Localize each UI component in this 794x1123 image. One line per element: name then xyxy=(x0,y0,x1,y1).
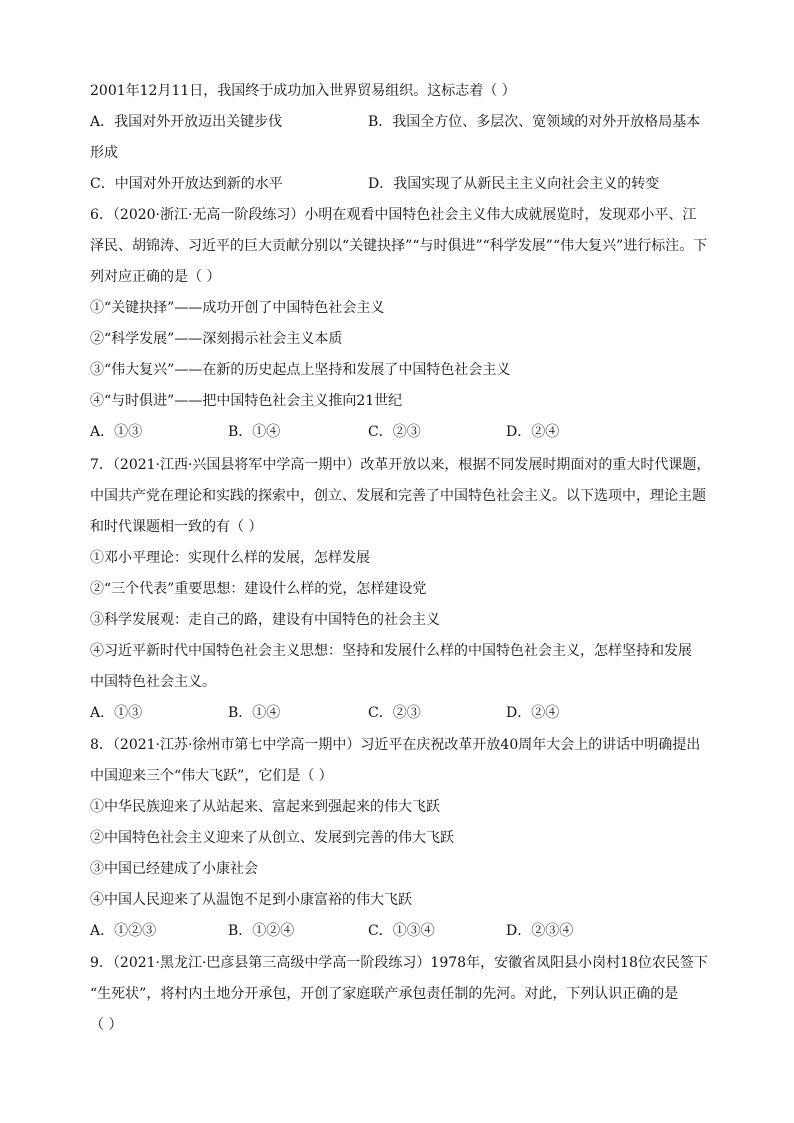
q6-stem-line2: 泽民、胡锦涛、习近平的巨大贡献分别以“关键抉择”“与时俱进”“科学发展”“伟大复兴”进行标注。下 xyxy=(90,238,708,254)
q8-option-d: D．②③④ xyxy=(506,923,574,939)
q7-item-4: ④习近平新时代中国特色社会主义思想：坚持和发展什么样的中国特色社会主义，怎样坚持和发展 xyxy=(90,643,692,659)
q7-item-2: ②“三个代表”重要思想：建设什么样的党，怎样建设党 xyxy=(90,581,427,597)
q7-item-4-cont: 中国特色社会主义。 xyxy=(90,674,216,690)
q8-item-2: ②中国特色社会主义迎来了从创立、发展到完善的伟大飞跃 xyxy=(90,830,454,846)
q7-stem-line1: 7．（2021·江西·兴国县将军中学高一期中）改革开放以来，根据不同发展时期面对的重大时代课题， xyxy=(90,457,711,473)
q5-stem: 2001年12月11日，我国终于成功加入世界贸易组织。这标志着（ ） xyxy=(90,83,516,99)
q7-item-1: ①邓小平理论：实现什么样的发展，怎样发展 xyxy=(90,550,370,566)
q9-stem-line1: 9．（2021·黑龙江·巴彦县第三高级中学高一阶段练习）1978年，安徽省凤阳县小岗村18位农民签下 xyxy=(90,955,708,971)
q9-stem-line2: “生死状”，将村内土地分开承包，开创了家庭联产承包责任制的先河。对此，下列认识正确的是 xyxy=(90,986,679,1002)
q6-item-1: ①“关键抉择”——成功开创了中国特色社会主义 xyxy=(90,300,385,316)
q8-item-4: ④中国人民迎来了从温饱不足到小康富裕的伟大飞跃 xyxy=(90,892,412,908)
q5-option-b-cont: 形成 xyxy=(90,145,118,161)
q6-stem-line3: 列对应正确的是（ ） xyxy=(90,269,221,285)
q8-stem-line2: 中国迎来三个“伟大飞跃”，它们是（ ） xyxy=(90,768,333,784)
q8-option-a: A．①②③ xyxy=(90,923,157,939)
q7-option-d: D．②④ xyxy=(506,705,560,721)
q5-option-d: D．我国实现了从新民主主义向社会主义的转变 xyxy=(368,176,660,192)
q8-item-1: ①中华民族迎来了从站起来、富起来到强起来的伟大飞跃 xyxy=(90,799,440,815)
q6-item-2: ②“科学发展”——深刻揭示社会主义本质 xyxy=(90,331,343,347)
q6-item-4: ④“与时俱进”——把中国特色社会主义推向21世纪 xyxy=(90,393,403,409)
q6-stem-line1: 6．（2020·浙江·无高一阶段练习）小明在观看中国特色社会主义伟大成就展览时，发现邓小平、江 xyxy=(90,207,697,223)
q7-stem-line2: 中国共产党在理论和实践的探索中，创立、发展和完善了中国特色社会主义。以下选项中，理论主题 xyxy=(90,488,706,504)
q8-stem-line1: 8．（2021·江苏·徐州市第七中学高一期中）习近平在庆祝改革开放40周年大会上的讲话中明确提出 xyxy=(90,737,701,753)
q6-option-d: D．②④ xyxy=(506,424,560,440)
q5-option-c: C．中国对外开放达到新的水平 xyxy=(90,176,283,192)
q7-stem-line3: 和时代课题相一致的有（ ） xyxy=(90,519,263,535)
q7-option-a: A．①③ xyxy=(90,705,143,721)
q7-option-b: B．①④ xyxy=(228,705,281,721)
q5-option-a: A．我国对外开放迈出关键步伐 xyxy=(90,114,283,130)
q6-item-3: ③“伟大复兴”——在新的历史起点上坚持和发展了中国特色社会主义 xyxy=(90,362,511,378)
q9-stem-line3: （ ） xyxy=(90,1017,123,1033)
q5-option-b: B．我国全方位、多层次、宽领域的对外开放格局基本 xyxy=(368,114,701,130)
q6-option-a: A．①③ xyxy=(90,424,143,440)
q7-item-3: ③科学发展观：走自己的路，建设有中国特色的社会主义 xyxy=(90,612,440,628)
q7-option-c: C．②③ xyxy=(368,705,421,721)
q6-option-c: C．②③ xyxy=(368,424,421,440)
q8-option-b: B．①②④ xyxy=(228,923,295,939)
q6-option-b: B．①④ xyxy=(228,424,281,440)
q8-option-c: C．①③④ xyxy=(368,923,435,939)
q8-item-3: ③中国已经建成了小康社会 xyxy=(90,861,258,877)
